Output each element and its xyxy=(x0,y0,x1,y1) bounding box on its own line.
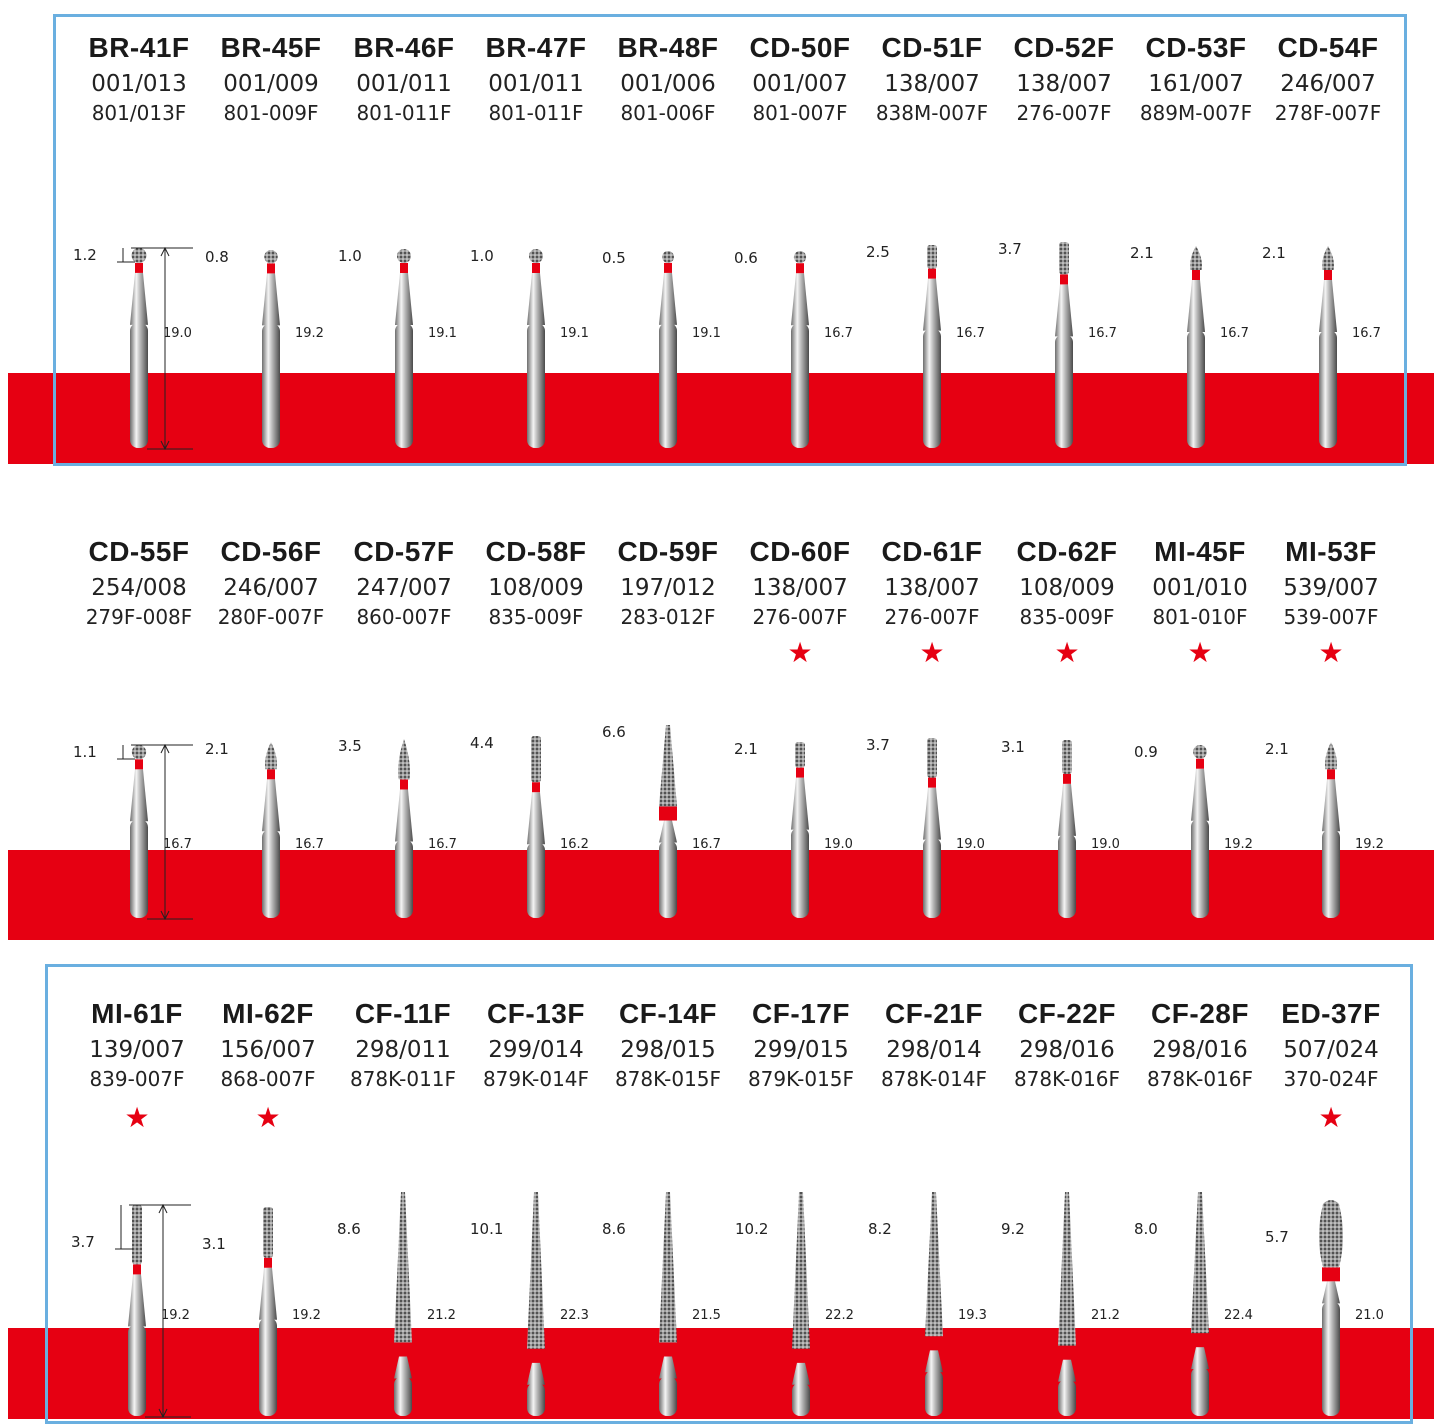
iso-code: 298/015 xyxy=(620,1037,716,1063)
product-br-41f xyxy=(74,32,204,126)
iso-code: 247/007 xyxy=(356,575,452,601)
ref-code: 801-011F xyxy=(488,101,584,125)
model: CF-13F xyxy=(487,998,585,1029)
ref-code: 835-009F xyxy=(1019,605,1115,629)
ref-code: 801-009F xyxy=(223,101,319,125)
head-dimension: 8.2 xyxy=(868,1220,892,1238)
product-mi-53f xyxy=(1266,536,1396,630)
ref-code: 878K-011F xyxy=(349,1067,457,1091)
head-dimension: 2.1 xyxy=(1265,740,1289,758)
iso-code: 001/011 xyxy=(356,71,452,97)
ref-code: 868-007F xyxy=(220,1067,316,1091)
product-cf-11f xyxy=(338,998,468,1092)
product-mi-45f xyxy=(1135,536,1265,630)
head-dimension: 3.7 xyxy=(998,240,1022,258)
product-ed-37f xyxy=(1266,998,1396,1092)
head-dimension: 4.4 xyxy=(470,734,494,752)
product-cf-21f xyxy=(869,998,999,1092)
model: BR-48F xyxy=(617,32,719,63)
product-cf-14f xyxy=(603,998,733,1092)
iso-code: 138/007 xyxy=(1016,71,1112,97)
head-dimension: 2.1 xyxy=(1262,244,1286,262)
star-icon: ★ xyxy=(1318,1102,1344,1133)
head-dimension: 10.1 xyxy=(470,1220,504,1238)
head-dimension: 3.7 xyxy=(71,1233,95,1251)
iso-code: 197/012 xyxy=(620,575,716,601)
ref-code: 370-024F xyxy=(1283,1067,1379,1091)
model: MI-62F xyxy=(222,998,314,1029)
head-dimension: 1.2 xyxy=(73,246,97,264)
iso-code: 138/007 xyxy=(884,575,980,601)
product-cf-28f xyxy=(1135,998,1265,1092)
ref-code: 878K-016F xyxy=(1013,1067,1121,1091)
iso-code: 156/007 xyxy=(220,1037,316,1063)
total-length: 19.0 xyxy=(1091,837,1120,852)
model: ED-37F xyxy=(1281,998,1381,1029)
head-dimension: 3.7 xyxy=(866,736,890,754)
total-length: 16.7 xyxy=(295,837,324,852)
ref-code: 276-007F xyxy=(1016,101,1112,125)
model: BR-47F xyxy=(485,32,587,63)
model: MI-45F xyxy=(1154,536,1246,567)
head-dimension: 3.5 xyxy=(338,737,362,755)
star-icon: ★ xyxy=(919,637,945,668)
total-length: 19.1 xyxy=(560,326,589,341)
star-icon: ★ xyxy=(787,637,813,668)
model: CD-58F xyxy=(485,536,587,567)
ref-code: 539-007F xyxy=(1283,605,1379,629)
product-cd-57f xyxy=(339,536,469,630)
ref-code: 878K-014F xyxy=(880,1067,988,1091)
ref-code: 839-007F xyxy=(89,1067,185,1091)
model: CF-28F xyxy=(1151,998,1249,1029)
product-cd-58f xyxy=(471,536,601,630)
product-cd-53f xyxy=(1131,32,1261,126)
iso-code: 299/015 xyxy=(753,1037,849,1063)
total-length: 19.2 xyxy=(1355,837,1384,852)
model: CD-54F xyxy=(1277,32,1379,63)
ref-code: 801/013F xyxy=(91,101,187,125)
head-dimension: 8.0 xyxy=(1134,1220,1158,1238)
product-br-45f xyxy=(206,32,336,126)
ref-code: 276-007F xyxy=(752,605,848,629)
star-icon: ★ xyxy=(124,1102,150,1133)
total-length: 16.7 xyxy=(956,326,985,341)
iso-code: 138/007 xyxy=(752,575,848,601)
head-dimension: 2.1 xyxy=(205,740,229,758)
product-cd-52f xyxy=(999,32,1129,126)
star-icon: ★ xyxy=(255,1102,281,1133)
iso-code: 138/007 xyxy=(884,71,980,97)
iso-code: 298/016 xyxy=(1019,1037,1115,1063)
head-dimension: 8.6 xyxy=(337,1220,361,1238)
star-icon: ★ xyxy=(1054,637,1080,668)
model: MI-61F xyxy=(91,998,183,1029)
total-length: 19.1 xyxy=(428,326,457,341)
model: CD-62F xyxy=(1016,536,1118,567)
model: CD-59F xyxy=(617,536,719,567)
model: CF-21F xyxy=(885,998,983,1029)
head-dimension: 1.1 xyxy=(73,743,97,761)
model: BR-46F xyxy=(353,32,455,63)
iso-code: 161/007 xyxy=(1148,71,1244,97)
head-dimension: 3.1 xyxy=(1001,738,1025,756)
total-length: 21.5 xyxy=(692,1308,721,1323)
iso-code: 299/014 xyxy=(488,1037,584,1063)
model: BR-45F xyxy=(220,32,322,63)
total-length: 21.0 xyxy=(1355,1308,1384,1323)
product-br-46f xyxy=(339,32,469,126)
total-length: 21.2 xyxy=(1091,1308,1120,1323)
iso-code: 507/024 xyxy=(1283,1037,1379,1063)
model: CD-57F xyxy=(353,536,455,567)
model: CD-51F xyxy=(881,32,983,63)
ref-code: 838M-007F xyxy=(875,101,989,125)
ref-code: 801-007F xyxy=(752,101,848,125)
total-length: 16.7 xyxy=(824,326,853,341)
model: MI-53F xyxy=(1285,536,1377,567)
iso-code: 001/013 xyxy=(91,71,187,97)
total-length: 19.0 xyxy=(824,837,853,852)
head-dimension: 3.1 xyxy=(202,1235,226,1253)
iso-code: 001/011 xyxy=(488,71,584,97)
total-length: 16.7 xyxy=(692,837,721,852)
product-cf-13f xyxy=(471,998,601,1092)
model: CF-11F xyxy=(354,998,452,1029)
head-dimension: 6.6 xyxy=(602,723,626,741)
total-length: 16.7 xyxy=(1352,326,1381,341)
iso-code: 539/007 xyxy=(1283,575,1379,601)
total-length: 19.0 xyxy=(956,837,985,852)
product-mi-62f xyxy=(203,998,333,1092)
ref-code: 835-009F xyxy=(488,605,584,629)
model: CD-50F xyxy=(749,32,851,63)
total-length: 22.3 xyxy=(560,1308,589,1323)
total-length: 19.2 xyxy=(295,326,324,341)
ref-code: 279F-008F xyxy=(85,605,193,629)
ref-code: 879K-014F xyxy=(482,1067,590,1091)
ref-code: 280F-007F xyxy=(217,605,325,629)
iso-code: 139/007 xyxy=(89,1037,185,1063)
ref-code: 879K-015F xyxy=(747,1067,855,1091)
head-dimension: 1.0 xyxy=(338,247,362,265)
head-dimension: 9.2 xyxy=(1001,1220,1025,1238)
model: CF-22F xyxy=(1018,998,1116,1029)
product-cd-55f xyxy=(74,536,204,630)
total-length: 19.1 xyxy=(692,326,721,341)
total-length: 19.2 xyxy=(1224,837,1253,852)
product-br-48f xyxy=(603,32,733,126)
product-mi-61f xyxy=(72,998,202,1092)
head-dimension: 10.2 xyxy=(735,1220,769,1238)
model: CF-14F xyxy=(619,998,717,1029)
ref-code: 278F-007F xyxy=(1274,101,1382,125)
iso-code: 298/016 xyxy=(1152,1037,1248,1063)
head-dimension: 0.8 xyxy=(205,248,229,266)
iso-code: 001/007 xyxy=(752,71,848,97)
product-cd-56f xyxy=(206,536,336,630)
ref-code: 889M-007F xyxy=(1139,101,1253,125)
red-band-row-2 xyxy=(8,850,1434,940)
head-dimension: 2.1 xyxy=(734,740,758,758)
iso-code: 108/009 xyxy=(1019,575,1115,601)
iso-code: 298/014 xyxy=(886,1037,982,1063)
total-length: 16.7 xyxy=(1220,326,1249,341)
ref-code: 878K-015F xyxy=(614,1067,722,1091)
head-dimension: 0.5 xyxy=(602,249,626,267)
total-length: 16.7 xyxy=(163,837,192,852)
head-dimension: 0.9 xyxy=(1134,743,1158,761)
head-dimension: 8.6 xyxy=(602,1220,626,1238)
product-cf-22f xyxy=(1002,998,1132,1092)
model: CD-60F xyxy=(749,536,851,567)
product-br-47f xyxy=(471,32,601,126)
model: CD-53F xyxy=(1145,32,1247,63)
product-cd-59f xyxy=(603,536,733,630)
product-cd-50f xyxy=(735,32,865,126)
model: CF-17F xyxy=(752,998,850,1029)
star-icon: ★ xyxy=(1318,637,1344,668)
head-dimension: 1.0 xyxy=(470,247,494,265)
iso-code: 246/007 xyxy=(223,575,319,601)
product-cf-17f xyxy=(736,998,866,1092)
product-cd-62f xyxy=(1002,536,1132,630)
iso-code: 001/009 xyxy=(223,71,319,97)
iso-code: 001/006 xyxy=(620,71,716,97)
iso-code: 001/010 xyxy=(1152,575,1248,601)
model: CD-55F xyxy=(88,536,190,567)
head-dimension: 2.5 xyxy=(866,243,890,261)
product-cd-51f xyxy=(867,32,997,126)
total-length: 19.2 xyxy=(161,1308,190,1323)
model: CD-61F xyxy=(881,536,983,567)
iso-code: 246/007 xyxy=(1280,71,1376,97)
ref-code: 276-007F xyxy=(884,605,980,629)
ref-code: 801-011F xyxy=(356,101,452,125)
model: CD-52F xyxy=(1013,32,1115,63)
star-icon: ★ xyxy=(1187,637,1213,668)
ref-code: 860-007F xyxy=(356,605,452,629)
head-dimension: 5.7 xyxy=(1265,1228,1289,1246)
ref-code: 801-010F xyxy=(1152,605,1248,629)
product-cd-54f xyxy=(1263,32,1393,126)
product-cd-61f xyxy=(867,536,997,630)
product-cd-60f xyxy=(735,536,865,630)
model: CD-56F xyxy=(220,536,322,567)
total-length: 21.2 xyxy=(427,1308,456,1323)
total-length: 16.2 xyxy=(560,837,589,852)
iso-code: 108/009 xyxy=(488,575,584,601)
ref-code: 878K-016F xyxy=(1146,1067,1254,1091)
total-length: 16.7 xyxy=(1088,326,1117,341)
model: BR-41F xyxy=(88,32,190,63)
head-dimension: 0.6 xyxy=(734,249,758,267)
iso-code: 298/011 xyxy=(355,1037,451,1063)
total-length: 19.3 xyxy=(958,1308,987,1323)
total-length: 16.7 xyxy=(428,837,457,852)
total-length: 19.2 xyxy=(292,1308,321,1323)
ref-code: 801-006F xyxy=(620,101,716,125)
iso-code: 254/008 xyxy=(91,575,187,601)
ref-code: 283-012F xyxy=(620,605,716,629)
total-length: 22.2 xyxy=(825,1308,854,1323)
total-length: 22.4 xyxy=(1224,1308,1253,1323)
head-dimension: 2.1 xyxy=(1130,244,1154,262)
total-length: 19.0 xyxy=(163,326,192,341)
